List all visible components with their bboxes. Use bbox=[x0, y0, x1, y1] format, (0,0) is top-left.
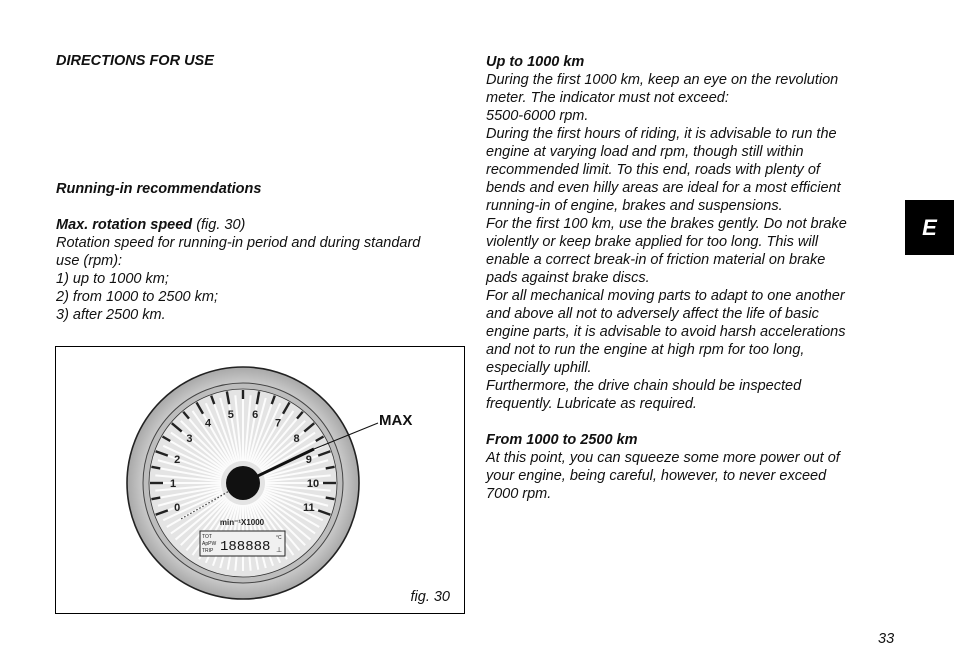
paragraph-line: At this point, you can squeeze some more power out of bbox=[486, 450, 840, 466]
dial-tick bbox=[151, 467, 160, 469]
figure-tachometer bbox=[55, 346, 465, 614]
paragraph-line: and not to run the engine at high rpm for too long, bbox=[486, 342, 805, 358]
paragraph-line: 5500-6000 rpm. bbox=[486, 108, 589, 124]
paragraph-line: your engine, being careful, however, to never exceed bbox=[486, 468, 827, 484]
page-number: 33 bbox=[878, 631, 895, 647]
paragraph-line: especially uphill. bbox=[486, 360, 592, 376]
dial-number: 7 bbox=[274, 417, 282, 430]
dial-number: 6 bbox=[252, 409, 259, 422]
section-title-up-to-1000: Up to 1000 km bbox=[486, 54, 585, 70]
rotation-line: Rotation speed for running-in period and during standard bbox=[56, 235, 421, 251]
paragraph-line: 7000 rpm. bbox=[486, 486, 552, 502]
dial-number: 1 bbox=[169, 478, 177, 490]
paragraph-line: running-in of engine, brakes and suspensions. bbox=[486, 198, 783, 214]
dial-number: 11 bbox=[302, 501, 315, 514]
section-title-directions: DIRECTIONS FOR USE bbox=[56, 53, 214, 69]
paragraph-line: bends and even hilly areas are ideal for a most efficient bbox=[486, 180, 841, 196]
paragraph-line: violently or keep brake applied for too long. This will bbox=[486, 234, 819, 250]
paragraph-line: engine parts, it is advisable to avoid harsh accelerations bbox=[486, 324, 846, 340]
rotation-line: 3) after 2500 km. bbox=[56, 307, 166, 323]
dial-tick bbox=[326, 467, 335, 469]
paragraph-line: For all mechanical moving parts to adapt to one another bbox=[486, 288, 845, 304]
max-rotation-ref: (fig. 30) bbox=[192, 217, 246, 233]
dial-number: 0 bbox=[174, 501, 181, 514]
dial-tick bbox=[151, 498, 160, 500]
temp-icon: °C bbox=[276, 535, 282, 541]
dial-number: 10 bbox=[306, 478, 320, 490]
max-rotation-block bbox=[56, 216, 466, 324]
paragraph-line: frequently. Lubricate as required. bbox=[486, 396, 697, 412]
paragraph-line: For the first 100 km, use the brakes gently. Do not brake bbox=[486, 216, 847, 232]
lcd-label-trip: TRIP bbox=[202, 548, 214, 554]
rotation-line: 1) up to 1000 km; bbox=[56, 271, 169, 287]
dial-number: 9 bbox=[305, 454, 312, 467]
paragraph-line: recommended limit. To this end, roads with plenty of bbox=[486, 162, 820, 178]
needle-hub bbox=[226, 466, 260, 500]
dial-number: 4 bbox=[204, 417, 212, 430]
section-title-1000-2500: From 1000 to 2500 km bbox=[486, 432, 638, 448]
paragraph-line: enable a correct break-in of friction material on brake bbox=[486, 252, 826, 268]
language-tab: E bbox=[905, 200, 954, 255]
lcd-label-appw: ApPW bbox=[202, 541, 217, 547]
dial-number: 8 bbox=[293, 433, 300, 446]
paragraph-line: During the first 1000 km, keep an eye on the revolution bbox=[486, 72, 839, 88]
lcd-label-tot: TOT bbox=[202, 534, 212, 540]
odometer-digits: 188888 bbox=[220, 539, 271, 555]
tachometer-illustration bbox=[56, 347, 464, 613]
max-label: MAX bbox=[379, 412, 413, 429]
section-title-running-in: Running-in recommendations bbox=[56, 181, 262, 197]
paragraph-line: Furthermore, the drive chain should be inspected bbox=[486, 378, 802, 394]
figure-caption: fig. 30 bbox=[410, 589, 450, 605]
rotation-line: 2) from 1000 to 2500 km; bbox=[56, 289, 218, 305]
max-rotation-label: Max. rotation speed bbox=[56, 217, 193, 233]
paragraph-line: and above all not to adversely affect the life of basic bbox=[486, 306, 819, 322]
paragraph-line: engine at varying load and rpm, though still within bbox=[486, 144, 804, 160]
rotation-line: use (rpm): bbox=[56, 253, 123, 269]
paragraph-line: pads against brake discs. bbox=[486, 270, 650, 286]
section2-body bbox=[486, 449, 896, 503]
paragraph-line: During the first hours of riding, it is advisable to run the bbox=[486, 126, 837, 142]
section1-body bbox=[486, 71, 896, 413]
dial-number: 5 bbox=[227, 409, 234, 422]
paragraph-line: meter. The indicator must not exceed: bbox=[486, 90, 729, 106]
dial-number: 3 bbox=[186, 433, 193, 446]
coolant-icon: ⊥ bbox=[276, 547, 283, 554]
dial-tick bbox=[326, 498, 335, 500]
dial-number: 2 bbox=[174, 454, 181, 467]
right-column bbox=[486, 53, 896, 503]
unit-label: min⁻¹X1000 bbox=[219, 518, 265, 527]
